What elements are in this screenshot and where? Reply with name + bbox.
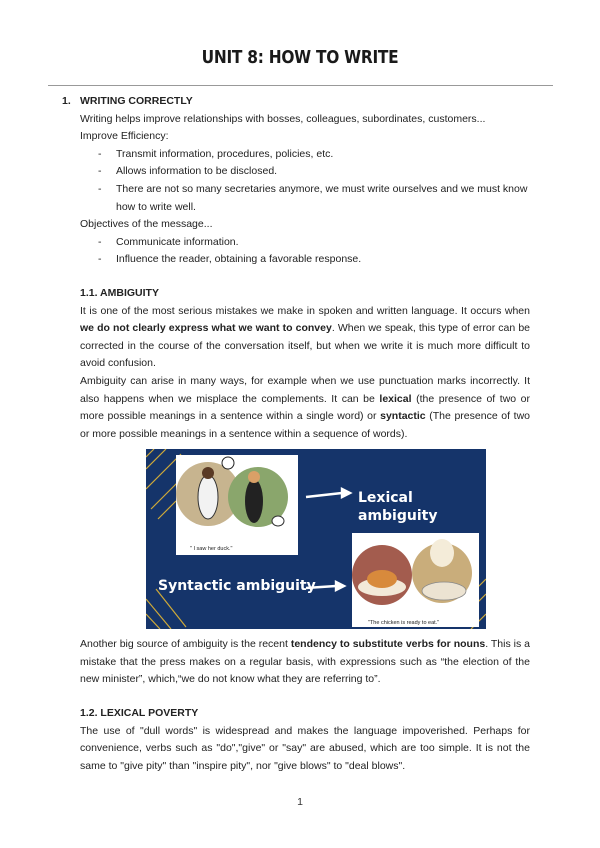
figure-artwork	[146, 449, 486, 629]
list-item-continuation: how to write well.	[116, 200, 196, 213]
ambiguity-figure	[146, 449, 486, 629]
arrow-icons	[306, 489, 350, 590]
efficiency-label: Improve Efficiency:	[80, 130, 169, 143]
list-item: - Allows information to be disclosed.	[98, 165, 278, 178]
ambiguity-paragraph-3: Another big source of ambiguity is the recent tendency to substitute verbs for nouns. This is a mistake that the press makes on a regular basis, with expressions such as “the election of the new minister”, which,“we do not know what they are referring to”.	[80, 638, 530, 686]
ambiguity-paragraph-1: It is one of the most serious mistakes we make in spoken and written language. It occurs when we do not clearly express what we want to convey. When we speak, this type of error can be corrected in the course of the conversation itself, but when we write it is much more difficult to avoid confusion.	[80, 304, 530, 370]
list-item: - Transmit information, procedures, policies, etc.	[98, 147, 334, 160]
section-number: 1.	[62, 95, 71, 107]
document-body	[62, 93, 530, 775]
section-heading	[62, 93, 530, 111]
intro-text: Writing helps improve relationships with bosses, colleagues, subordinates, customers...	[80, 112, 486, 125]
objectives-label: Objectives of the message...	[80, 218, 213, 231]
list-item: - Influence the reader, obtaining a favorable response.	[98, 253, 362, 266]
page-title: UNIT 8: HOW TO WRITE	[201, 48, 399, 68]
list-item: - Communicate information.	[98, 235, 239, 248]
title-divider	[48, 85, 553, 86]
lexical-ambiguity-label: Lexical ambiguity	[358, 490, 438, 524]
page-number: 1	[297, 796, 303, 808]
syntactic-example-caption: "The chicken is ready to eat."	[368, 620, 440, 627]
section-title: WRITING CORRECTLY	[80, 95, 193, 107]
syntactic-ambiguity-label: Syntactic ambiguity	[158, 578, 316, 595]
lexical-example-caption: " I saw her duck."	[190, 546, 233, 553]
ambiguity-paragraph-2: Ambiguity can arise in many ways, for example when we use punctuation marks incorrectly. It also happens when we misplace the complements. It can be lexical (the presence of two or more possible meanings in a sentence within a single word) or syntactic (The presence of two or more possible meanings in a sentence within a sequence of words).	[80, 374, 530, 440]
subsection-heading-lexical-poverty: 1.2. LEXICAL POVERTY	[80, 707, 199, 720]
lexical-poverty-paragraph: The use of "dull words" is widespread and makes the language impoverished. Perhaps for convenience, verbs such as "do","give" or "say" are abused, which are too simple. It is not the same to "give pity" than "inspire pity", nor "give blows" to "deal blows".	[80, 724, 530, 772]
subsection-heading-ambiguity: 1.1. AMBIGUITY	[80, 286, 159, 299]
list-item: - There are not so many secretaries anymore, we must write ourselves and we must know	[98, 182, 528, 195]
